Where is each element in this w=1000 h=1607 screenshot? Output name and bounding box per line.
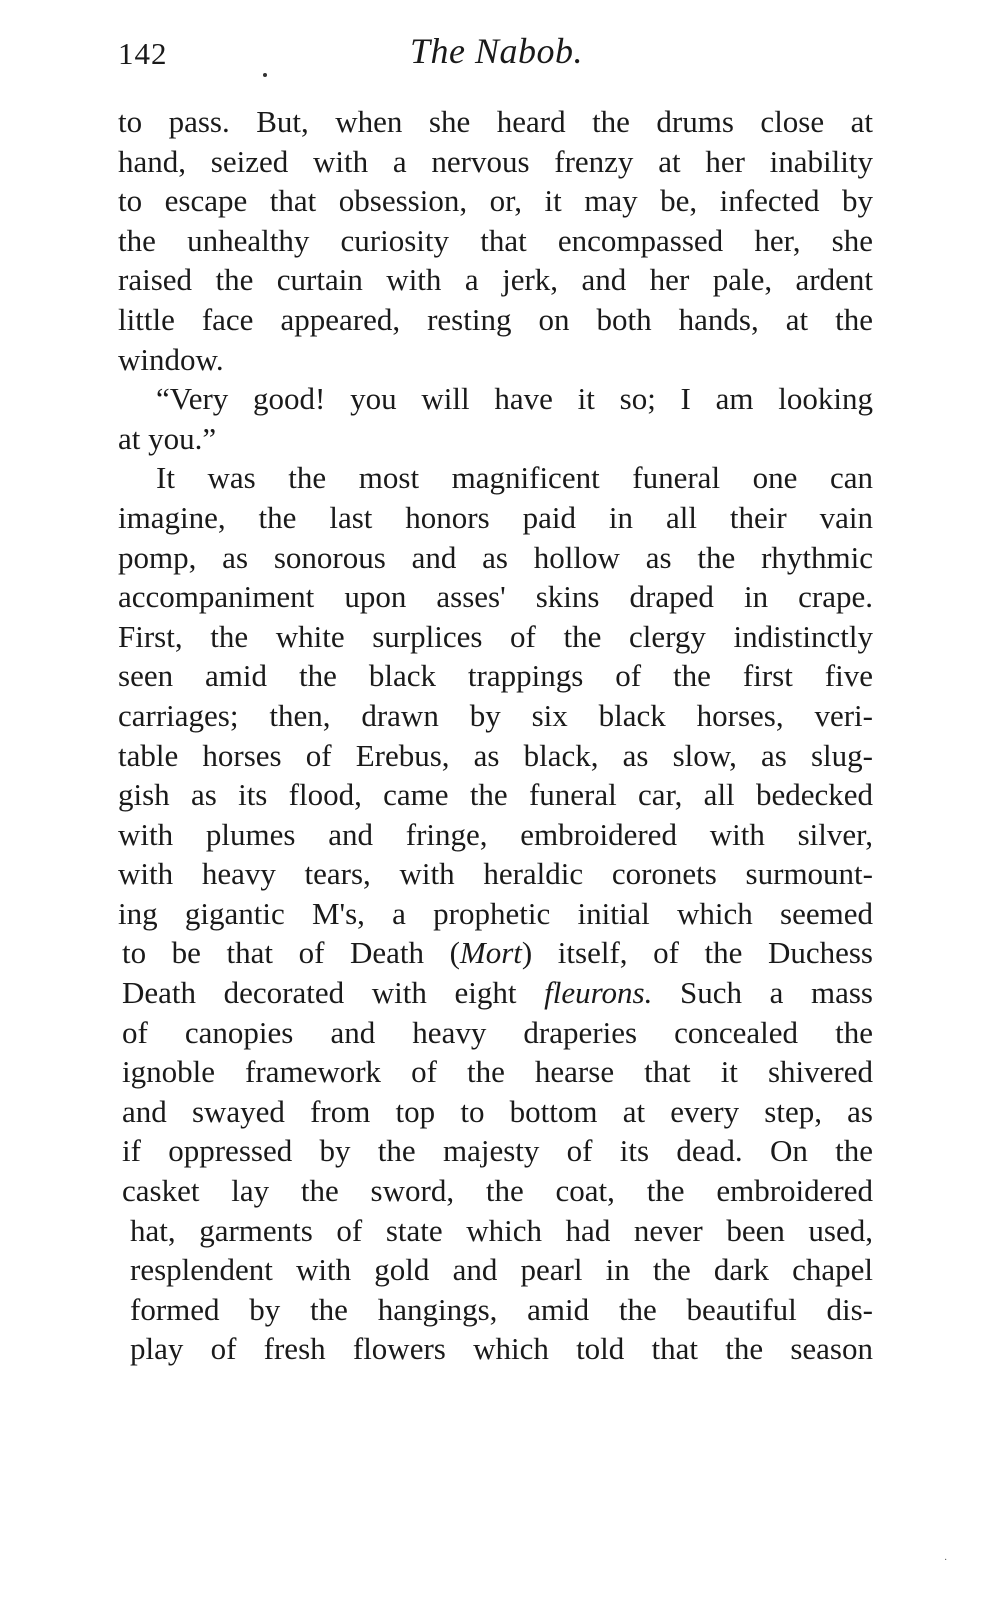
text-line: It was the most magnificent funeral one can [156,460,873,496]
scan-mark: · [944,1555,948,1566]
text-line: resplendent with gold and pearl in the dark chapel [130,1252,873,1288]
text-line: hat, garments of state which had never been used, [130,1212,873,1248]
text-line: carriages; then, drawn by six black horses, veri- [118,697,873,733]
text-line [118,973,873,1013]
print-speck [263,73,267,77]
text-line: formed by the hangings, amid the beautiful dis- [130,1291,873,1327]
text-line: casket lay the sword, the coat, the embroidered [122,1173,873,1209]
page-number: 142 [118,36,168,71]
text-line: and swayed from top to bottom at every step, as [122,1093,873,1129]
text-line: if oppressed by the majesty of its dead. On the [122,1133,873,1169]
text-segment: to be that of Death ( [122,935,460,971]
text-line: raised the curtain with a jerk, and her pale, ardent [118,262,873,298]
text-segment: Death decorated with eight [122,975,545,1011]
text-line: play of fresh flowers which told that the season [130,1331,873,1367]
text-line: accompaniment upon asses' skins draped in crape. [118,579,873,615]
text-line: gish as its flood, came the funeral car, all bedecked [118,777,873,813]
text-line: to pass. But, when she heard the drums close at [118,104,873,139]
text-line: the unhealthy curiosity that encompassed her, she [118,222,873,258]
text-line: seen amid the black trappings of the first five [118,658,873,694]
text-line: ignoble framework of the hearse that it shivered [122,1054,873,1090]
running-title: The Nabob. [410,31,584,71]
text-line: to escape that obsession, or, it may be, infected by [118,183,873,219]
text-line: ing gigantic M's, a prophetic initial which seemed [118,895,873,931]
text-line: with heavy tears, with heraldic coronets surmount- [118,856,873,892]
text-line [118,933,873,973]
text-line: hand, seized with a nervous frenzy at her inability [118,143,873,179]
italic-word: fleurons. [544,975,653,1011]
text-segment: Such a mass [652,975,873,1011]
italic-word: Mort [459,935,522,971]
text-line: “Very good! you will have it so; I am looking [156,381,873,417]
text-line: little face appeared, resting on both hands, at the [118,301,873,337]
text-line: First, the white surplices of the clergy indistinctly [118,618,873,654]
text-line: imagine, the last honors paid in all their vain [118,499,873,535]
text-line: at you.” [118,420,217,456]
body-text [118,102,873,1369]
text-line: table horses of Erebus, as black, as slow, as slug- [118,737,873,773]
text-segment: ) itself, of the Duchess [521,935,873,971]
text-line: window. [118,341,224,377]
text-line: of canopies and heavy draperies concealed the [122,1014,873,1050]
text-line: pomp, as sonorous and as hollow as the rhythmic [118,539,873,575]
text-line: with plumes and fringe, embroidered with silver, [118,816,873,852]
